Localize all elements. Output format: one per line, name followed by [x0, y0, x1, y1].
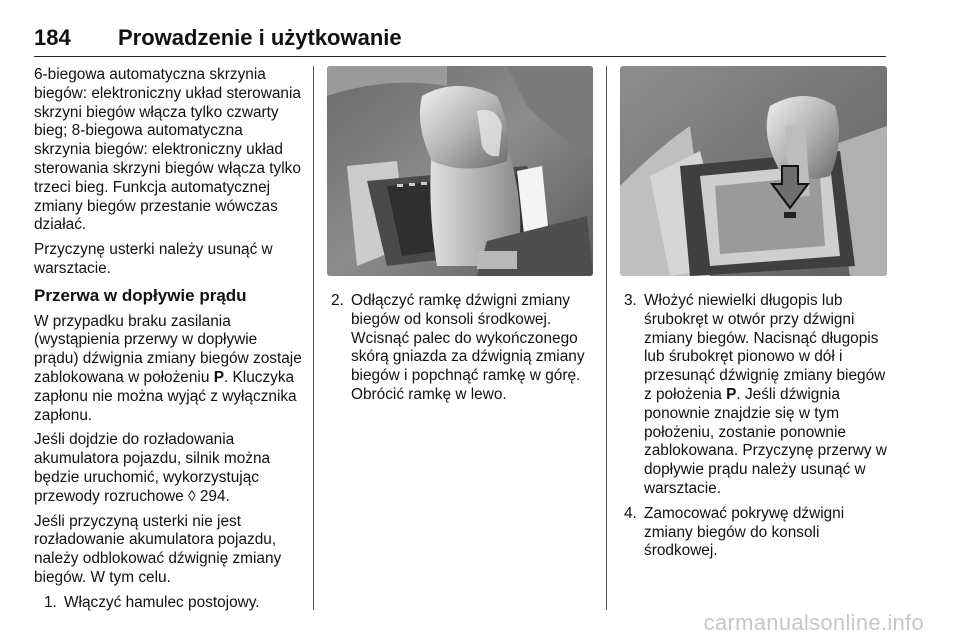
- column-3: [620, 66, 887, 567]
- steps-list-2: [327, 292, 593, 405]
- watermark: carmanualsonline.info: [703, 610, 924, 635]
- position-p-label: P: [213, 368, 224, 386]
- gear-lever-frame-photo: [327, 66, 593, 276]
- step-3-number: 3.: [624, 292, 637, 309]
- power-outage-heading: Przerwa w dopływie prądu: [34, 285, 247, 305]
- step-2-number: 2.: [331, 292, 344, 309]
- step-4: [624, 505, 887, 561]
- battery-text: Jeśli dojdzie do rozładowania akumulatora pojazdu, silnik można będzie uruchomić, wykorzystując przewody rozruchowe: [34, 431, 271, 505]
- step-1-number: 1.: [44, 593, 57, 611]
- step-1: [44, 594, 302, 613]
- steps-list-3: [620, 292, 887, 561]
- outage-paragraph: [34, 313, 302, 426]
- outage-text-a: W przypadku braku zasilania (wystąpienia przerwy w dopływie prądu) dźwignia zmiany biegów zostaje zablokowana w położeniu: [34, 312, 302, 386]
- intro-paragraph: 6-biegowa automatyczna skrzynia biegów: elektroniczny układ sterowania skrzyni biegów włącza tylko czwarty bieg; 8-biegowa automatyczna skrzynia biegów: elektroniczny układ sterowania skrzyni biegów włącza tylko trzeci bieg. Funkcja automatycznej zmiany biegów przestanie wówczas działać.: [34, 66, 301, 234]
- battery-paragraph: [34, 431, 302, 506]
- step-3-position-p: P: [726, 385, 737, 403]
- step-3-text-a: Włożyć niewielki długopis lub śrubokręt w otwór przy dźwigni zmiany biegów. Nacisnąć długopis lub śrubokręt pionowo w dół i przesunąć dźwignię zmiany biegów z położenia: [644, 292, 886, 403]
- repair-paragraph: Przyczynę usterki należy usunąć w warsztacie.: [34, 241, 273, 277]
- step-3: [624, 292, 887, 499]
- page-header: [34, 22, 886, 57]
- outage-text-b: . Kluczyka zapłonu nie można wyjąć z wyłącznika zapłonu.: [34, 368, 297, 424]
- step-2: [331, 292, 593, 405]
- step-2-text: Odłączyć ramkę dźwigni zmiany biegów od konsoli środkowej. Wcisnąć palec do wykończonego skórą gniazda za dźwignią zmiany biegów i popchnąć ramkę w górę. Obrócić ramkę w lewo.: [351, 292, 585, 403]
- column-1: [34, 66, 302, 619]
- column-2: [327, 66, 593, 411]
- page-number: 184: [34, 25, 71, 50]
- step-4-number: 4.: [624, 504, 637, 522]
- step-4-text: Zamocować pokrywę dźwigni zmiany biegów do konsoli środkowej.: [644, 504, 845, 560]
- page-reference-number[interactable]: 294.: [195, 487, 230, 505]
- shift-lock-release-photo: [620, 66, 887, 276]
- page-reference-icon: ◊: [187, 487, 196, 505]
- step-1-text: Włączyć hamulec postojowy.: [64, 593, 260, 611]
- section-title: Prowadzenie i użytkowanie: [118, 25, 402, 50]
- column-divider-1: [313, 66, 314, 610]
- not-battery-paragraph: Jeśli przyczyną usterki nie jest rozładowanie akumulatora pojazdu, należy odblokować dźwignię zmiany biegów. W tym celu.: [34, 512, 282, 586]
- steps-list-1: [34, 594, 302, 613]
- column-divider-2: [606, 66, 607, 610]
- step-3-text-b: . Jeśli dźwignia ponownie znajdzie się w tym położeniu, zostanie ponownie zablokowana. Przyczynę przerwy w dopływie prądu należy usunąć w warsztacie.: [644, 385, 887, 497]
